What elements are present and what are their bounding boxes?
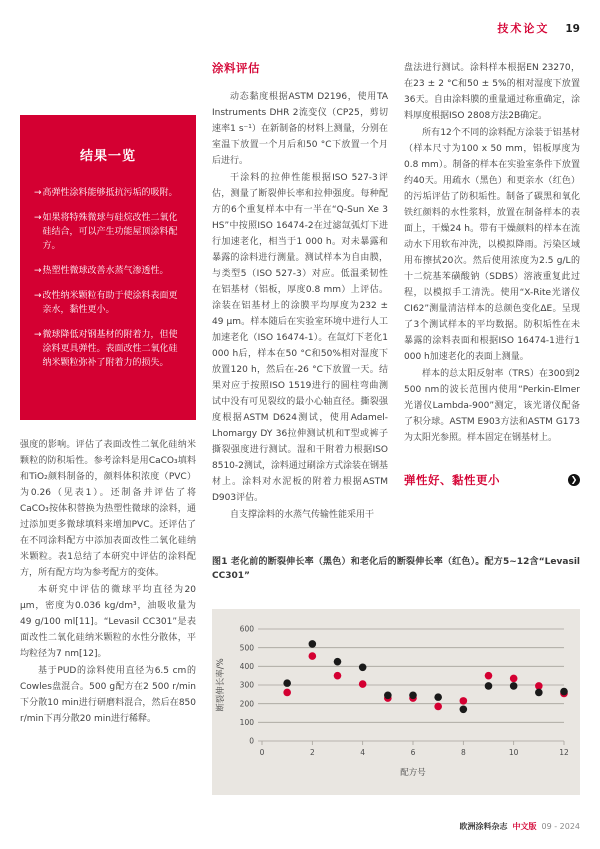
x-tick-label: 12 bbox=[559, 748, 569, 757]
y-tick-label: 400 bbox=[239, 661, 254, 671]
body-paragraph: 所有12个不同的涂料配方涂装于铝基材（样本尺寸为100 x 50 mm，铝板厚度为0.8 mm）。制备的样本在实验室条件下放置约40天。用疏水（黑色）和更亲水（红色）的污垢评估了防积垢性。制备了碳黑和氧化铁红颜料的水性浆料，放置在制备样本的表面上，干燥24 h。带有干燥颜料的样本在流动水下用软布冲洗，以模拟降雨。污染区域用布擦拭20次。然后使用浓度为2.5 g/L的十二烷基苯磺酸钠（SDBS）溶液重复此过程，以模拟手工清洗。使用“X-Rite光谱仪CI62”测量清洁样本的总颜色变化ΔE。呈现了3个测试样本的平均数据。防积垢性在未暴露的涂料表面和根据ISO 16474-1进行1 000 h加速老化的表面上测量。 bbox=[404, 128, 580, 362]
section-heading-coating-evaluation: 涂料评估 bbox=[212, 61, 260, 75]
page-header bbox=[497, 20, 580, 36]
data-point bbox=[359, 680, 367, 688]
subheading-row bbox=[404, 472, 580, 488]
section-heading-elasticity: 弹性好、黏性更小 bbox=[404, 473, 500, 487]
body-paragraph: 基于PUD的涂料使用直径为6.5 cm的Cowles盘混合。500 g配方在2 500 r/min下分散10 min进行研磨料混合，然后在850 r/min下再分散20 min进行稀释。 bbox=[20, 666, 196, 724]
data-point bbox=[434, 693, 442, 701]
data-point bbox=[460, 697, 468, 705]
body-paragraph: 盘法进行测试。涂料样本根据EN 23270，在23 ± 2 °C和50 ± 5%的相对湿度下放置36天。自由涂料膜的重量通过称重确定，涂料厚度根据ISO 2808方法2B确定。 bbox=[404, 63, 580, 121]
column-middle bbox=[212, 60, 388, 524]
x-tick-label: 10 bbox=[508, 748, 519, 757]
results-item-text: 高弹性涂料能够抵抗污垢的吸附。 bbox=[42, 188, 178, 198]
data-point bbox=[409, 691, 417, 699]
body-paragraph: 动态黏度根据ASTM D2196，使用TA Instruments DHR 2流变仪（CP25，剪切速率1 s⁻¹）在新制备的材料上测量，分别在室温下放置一个月后和50 °C下放置一个月后进行。 bbox=[212, 92, 388, 166]
data-point bbox=[434, 703, 442, 711]
section-label: 技术论文 bbox=[497, 22, 550, 35]
data-point bbox=[283, 679, 291, 687]
y-tick-label: 200 bbox=[239, 699, 254, 709]
arrow-bullet-icon: → bbox=[34, 188, 42, 198]
data-point bbox=[283, 689, 291, 697]
y-tick-label: 500 bbox=[239, 643, 254, 653]
data-point bbox=[510, 682, 518, 690]
data-point bbox=[309, 640, 317, 648]
body-paragraph: 样本的总太阳反射率（TRS）在300到2 500 nm的波长范围内使用“Perkin-Elmer光谱仪Lambda-900”测定，该光谱仪配备了积分球。ASTM E903方法和ASTM G173为太阳光参照。样本固定在钢基材上。 bbox=[404, 369, 580, 443]
data-point bbox=[384, 691, 392, 699]
results-item-text: 微球降低对钢基材的附着力，但使涂料更具弹性。表面改性二氧化硅纳米颗粒弥补了附着力的损失。 bbox=[42, 330, 178, 368]
data-point bbox=[535, 682, 543, 690]
y-tick-label: 600 bbox=[239, 624, 254, 634]
x-tick-label: 4 bbox=[360, 748, 366, 757]
data-point bbox=[309, 652, 317, 660]
results-item-text: 热塑性微球改善水蒸气渗透性。 bbox=[42, 266, 169, 276]
results-summary-box bbox=[20, 115, 196, 420]
data-point bbox=[535, 689, 543, 697]
results-item-text: 改性纳米颗粒有助于使涂料表面更亲水，黏性更小。 bbox=[42, 291, 178, 315]
arrow-bullet-icon: → bbox=[34, 266, 42, 276]
x-tick-label: 2 bbox=[309, 748, 315, 757]
y-axis-label: 断裂伸长率/% bbox=[216, 658, 226, 712]
x-tick-label: 0 bbox=[259, 748, 265, 757]
body-paragraph: 强度的影响。评估了表面改性二氧化硅纳米颗粒的防积垢性。参考涂料是用CaCO₃填料和TiO₂颜料制备的，颜料体积浓度（PVC）为0.26（见表1）。还制备并评估了将CaCO₃按体积替换为热塑性微球的涂料，通过添加更多微球填料来增加PVC。还评估了在不同涂料配方中添加表面改性二氧化硅纳米颗粒。表1总结了本研究中评估的涂料配方，所有配方均为参考配方的变体。 bbox=[20, 440, 196, 578]
results-item bbox=[34, 328, 182, 370]
column-left bbox=[20, 115, 196, 728]
x-tick-label: 8 bbox=[460, 748, 466, 757]
results-item bbox=[34, 289, 182, 317]
body-paragraph: 干涂料的拉伸性能根据ISO 527-3评估，测量了断裂伸长率和拉伸强度。每种配方的6个重复样本中有一半在“Q-Sun Xe 3 HS”中按照ISO 16474-2在过滤氙弧灯下进行加速老化，相当于1 000 h。对未暴露和暴露的涂料进行测量。测试样本为自由膜，与类型5（ISO 527-3）对应。低温柔韧性在铝基材（铝板，厚度0.8 mm）上评估。涂装在铝基材上的涂膜平均厚度为232 ± 49 μm。样本随后在实验室环境中进行人工加速老化（ISO 16474-1）。在氙灯下老化1 000 h后，样本在50 °C和50%相对湿度下放置120 h，然后在-26 °C下放置一天。结果对应于按照ISO 1519进行的圆柱弯曲测试中没有可见裂纹的最小心轴直径。撕裂强度根据ASTM D624测试，使用Adamel-Lhomargy DY 36拉伸测试机和T型或裤子撕裂强度进行测试。湿和干附着力根据ISO 8510-2测试，涂料通过刷涂方式涂装在钢基材上。涂料对水泥板的附着力根据ASTM D903评估。 bbox=[212, 173, 388, 503]
results-item bbox=[34, 211, 182, 253]
column-right bbox=[404, 60, 580, 488]
y-tick-label: 100 bbox=[239, 717, 254, 727]
page-footer bbox=[459, 821, 580, 832]
data-point bbox=[334, 658, 342, 666]
figure1-scatter-chart bbox=[212, 609, 580, 795]
left-column-text bbox=[20, 437, 196, 727]
arrow-bullet-icon: → bbox=[34, 213, 42, 223]
results-item bbox=[34, 264, 182, 278]
data-point bbox=[510, 675, 518, 683]
figure1-chart-area bbox=[212, 609, 580, 795]
body-paragraph: 本研究中评估的微球平均直径为20 μm，密度为0.036 kg/dm³，油吸收量为49 g/100 ml[11]。“Levasil CC301”是表面改性二氧化硅纳米颗粒的水性分散体，平均粒径为7 nm[12]。 bbox=[20, 585, 196, 659]
body-paragraph: 自支撑涂料的水蒸气传输性能采用干 bbox=[230, 510, 375, 520]
footer-edition: 中文版 bbox=[512, 822, 537, 831]
data-point bbox=[334, 672, 342, 680]
arrow-bullet-icon: → bbox=[34, 291, 42, 301]
arrow-bullet-icon: → bbox=[34, 330, 42, 340]
y-tick-label: 300 bbox=[239, 680, 254, 690]
results-item-text: 如果将特殊微球与硅烷改性二氧化硅结合，可以产生功能屋顶涂料配方。 bbox=[42, 213, 178, 251]
chevron-circle-icon: ❯ bbox=[568, 474, 580, 486]
data-point bbox=[485, 672, 493, 680]
results-box-title: 结果一览 bbox=[79, 149, 136, 164]
x-tick-label: 6 bbox=[410, 748, 416, 757]
figure1 bbox=[212, 556, 580, 795]
data-point bbox=[485, 682, 493, 690]
page-number: 19 bbox=[565, 23, 580, 35]
footer-issue: 09 - 2024 bbox=[541, 822, 580, 831]
figure1-caption: 图1 老化前的断裂伸长率（黑色）和老化后的断裂伸长率（红色）。配方5~12含“Levasil CC301” bbox=[212, 557, 580, 581]
footer-journal-name: 欧洲涂料杂志 bbox=[459, 822, 508, 831]
results-item bbox=[34, 186, 182, 200]
data-point bbox=[359, 663, 367, 671]
data-point bbox=[460, 705, 468, 713]
y-tick-label: 0 bbox=[249, 736, 254, 746]
x-axis-label: 配方号 bbox=[400, 768, 426, 778]
data-point bbox=[560, 688, 568, 696]
